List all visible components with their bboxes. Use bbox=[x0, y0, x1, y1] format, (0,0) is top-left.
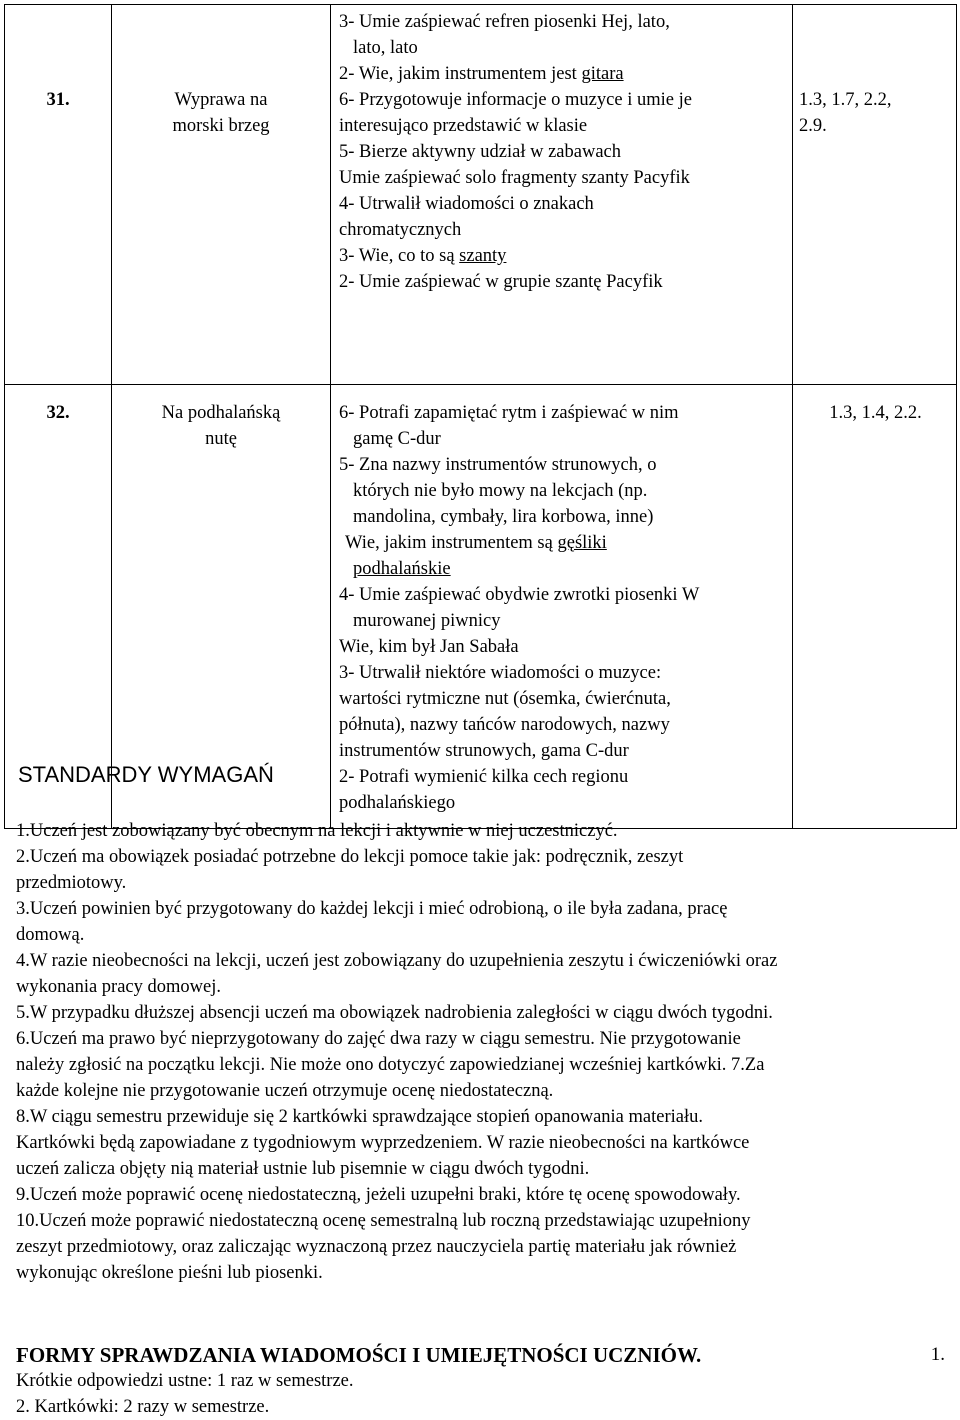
requirement-line bbox=[339, 556, 786, 582]
rule-line: domową. bbox=[16, 925, 85, 945]
assessment-forms bbox=[16, 1342, 951, 1420]
requirement-line: lato, lato bbox=[353, 38, 418, 58]
requirement-line: murowanej piwnicy bbox=[353, 611, 501, 631]
keyword-szanty: szanty bbox=[459, 246, 507, 266]
rule-line: wykonania pracy domowej. bbox=[16, 977, 221, 997]
rule-line: każde kolejne nie przygotowanie uczeń otrzymuje ocenę niedostateczną. bbox=[16, 1081, 554, 1101]
lesson-standards: 1.3, 1.7, 2.2, 2.9. bbox=[793, 5, 957, 385]
requirement-line: których nie było mowy na lekcjach (np. bbox=[353, 481, 648, 501]
requirement-line: mandolina, cymbały, lira korbowa, inne) bbox=[353, 507, 654, 527]
rule-line: 1.Uczeń jest zobowiązany być obecnym na lekcji i aktywnie w niej uczestniczyć. bbox=[16, 821, 618, 841]
requirement-line: Umie zaśpiewać solo fragmenty szanty Pacyfik bbox=[339, 168, 690, 188]
form-line: Krótkie odpowiedzi ustne: 1 raz w semestrze. bbox=[16, 1371, 354, 1391]
requirement-line: półnuta), nazwy tańców narodowych, nazwy bbox=[339, 715, 670, 735]
lesson-number: 32. bbox=[5, 385, 112, 829]
keyword-podhalanskie: podhalańskie bbox=[353, 559, 451, 579]
rule-line: uczeń zalicza objęty nią materiał ustnie lub pisemnie w ciągu dwóch tygodni. bbox=[16, 1159, 590, 1179]
rule-line: 5.W przypadku dłuższej absencji uczeń ma obowiązek nadrobienia zaległości w ciągu dwóch tygodni. bbox=[16, 1003, 773, 1023]
lesson-requirements bbox=[331, 385, 793, 829]
requirement-line: 4- Umie zaśpiewać obydwie zwrotki piosenki W bbox=[339, 585, 700, 605]
requirement-line: wartości rytmiczne nut (ósemka, ćwierćnuta, bbox=[339, 689, 671, 709]
requirement-line: 2- Potrafi wymienić kilka cech regionu bbox=[339, 767, 629, 787]
requirement-line: 3- Umie zaśpiewać refren piosenki Hej, lato, bbox=[339, 12, 670, 32]
lesson-title: Na podhalańską nutę bbox=[112, 385, 331, 829]
rule-line: 6.Uczeń ma prawo być nieprzygotowany do zajęć dwa razy w ciągu semestru. Nie przygotowanie bbox=[16, 1029, 741, 1049]
rule-line: 3.Uczeń powinien być przygotowany do każdej lekcji i mieć odrobioną, o ile była zadana, pracę bbox=[16, 899, 728, 919]
requirement-line: 6- Przygotowuje informacje o muzyce i umie je bbox=[339, 90, 692, 110]
requirement-line: Wie, kim był Jan Sabała bbox=[339, 637, 519, 657]
rule-line: 4.W razie nieobecności na lekcji, uczeń jest zobowiązany do uzupełnienia zeszytu i ćwiczeniówki oraz bbox=[16, 951, 778, 971]
lesson-title: Wyprawa na morski brzeg bbox=[112, 5, 331, 385]
requirement-line: chromatycznych bbox=[339, 220, 462, 240]
rule-line: przedmiotowy. bbox=[16, 873, 127, 893]
lesson-number: 31. bbox=[5, 5, 112, 385]
rule-line: Kartkówki będą zapowiadane z tygodniowym wyprzedzeniem. W razie nieobecności na kartkówce bbox=[16, 1133, 750, 1153]
requirement-line: gamę C-dur bbox=[353, 429, 441, 449]
requirement-line: interesująco przedstawić w klasie bbox=[339, 116, 588, 136]
rule-line: wykonując określone pieśni lub piosenki. bbox=[16, 1263, 323, 1283]
standards-heading: STANDARDY WYMAGAŃ bbox=[18, 762, 274, 787]
rule-line: 8.W ciągu semestru przewiduje się 2 kartkówki sprawdzające stopień opanowania materiału. bbox=[16, 1107, 704, 1127]
rule-line: należy zgłosić na początku lekcji. Nie może ono dotyczyć zapowiedzianej wcześniej kartkówki. 7.Za bbox=[16, 1055, 765, 1075]
rules-list bbox=[16, 818, 951, 1286]
requirement-line: 6- Potrafi zapamiętać rytm i zaśpiewać w nim bbox=[339, 403, 679, 423]
keyword-gesliki: gęśliki bbox=[557, 533, 607, 553]
rule-line: 2.Uczeń ma obowiązek posiadać potrzebne do lekcji pomoce takie jak: podręcznik, zeszyt bbox=[16, 847, 684, 867]
requirements-table bbox=[4, 4, 957, 829]
requirement-line: 4- Utrwalił wiadomości o znakach bbox=[339, 194, 594, 214]
forms-heading-number: 1. bbox=[930, 1344, 945, 1365]
requirement-line: 2- Umie zaśpiewać w grupie szantę Pacyfik bbox=[339, 272, 663, 292]
table-row bbox=[5, 5, 957, 385]
rule-line: zeszyt przedmiotowy, oraz zaliczając wyznaczoną przez nauczyciela partię materiału jak również bbox=[16, 1237, 737, 1257]
requirement-line: 5- Zna nazwy instrumentów strunowych, o bbox=[339, 455, 657, 475]
form-line: 2. Kartkówki: 2 razy w semestrze. bbox=[16, 1397, 270, 1417]
requirement-line: podhalańskiego bbox=[339, 793, 456, 813]
lesson-standards: 1.3, 1.4, 2.2. bbox=[793, 385, 957, 829]
forms-heading: FORMY SPRAWDZANIA WIADOMOŚCI I UMIEJĘTNOŚCI UCZNIÓW. 1. bbox=[16, 1343, 945, 1367]
lesson-requirements bbox=[331, 5, 793, 385]
requirement-line: 3- Wie, co to są szanty bbox=[339, 246, 507, 266]
requirement-line: 5- Bierze aktywny udział w zabawach bbox=[339, 142, 621, 162]
requirement-line: 3- Utrwalił niektóre wiadomości o muzyce: bbox=[339, 663, 662, 683]
requirement-line: Wie, jakim instrumentem są gęśliki bbox=[345, 533, 607, 553]
requirement-line: 2- Wie, jakim instrumentem jest gitara bbox=[339, 64, 624, 84]
rule-line: 10.Uczeń może poprawić niedostateczną ocenę semestralną lub roczną przedstawiając uzupełniony bbox=[16, 1211, 751, 1231]
keyword-gitara: gitara bbox=[581, 64, 624, 84]
rule-line: 9.Uczeń może poprawić ocenę niedostateczną, jeżeli uzupełni braki, które tę ocenę spowodowały. bbox=[16, 1185, 741, 1205]
requirement-line: instrumentów strunowych, gama C-dur bbox=[339, 741, 629, 761]
